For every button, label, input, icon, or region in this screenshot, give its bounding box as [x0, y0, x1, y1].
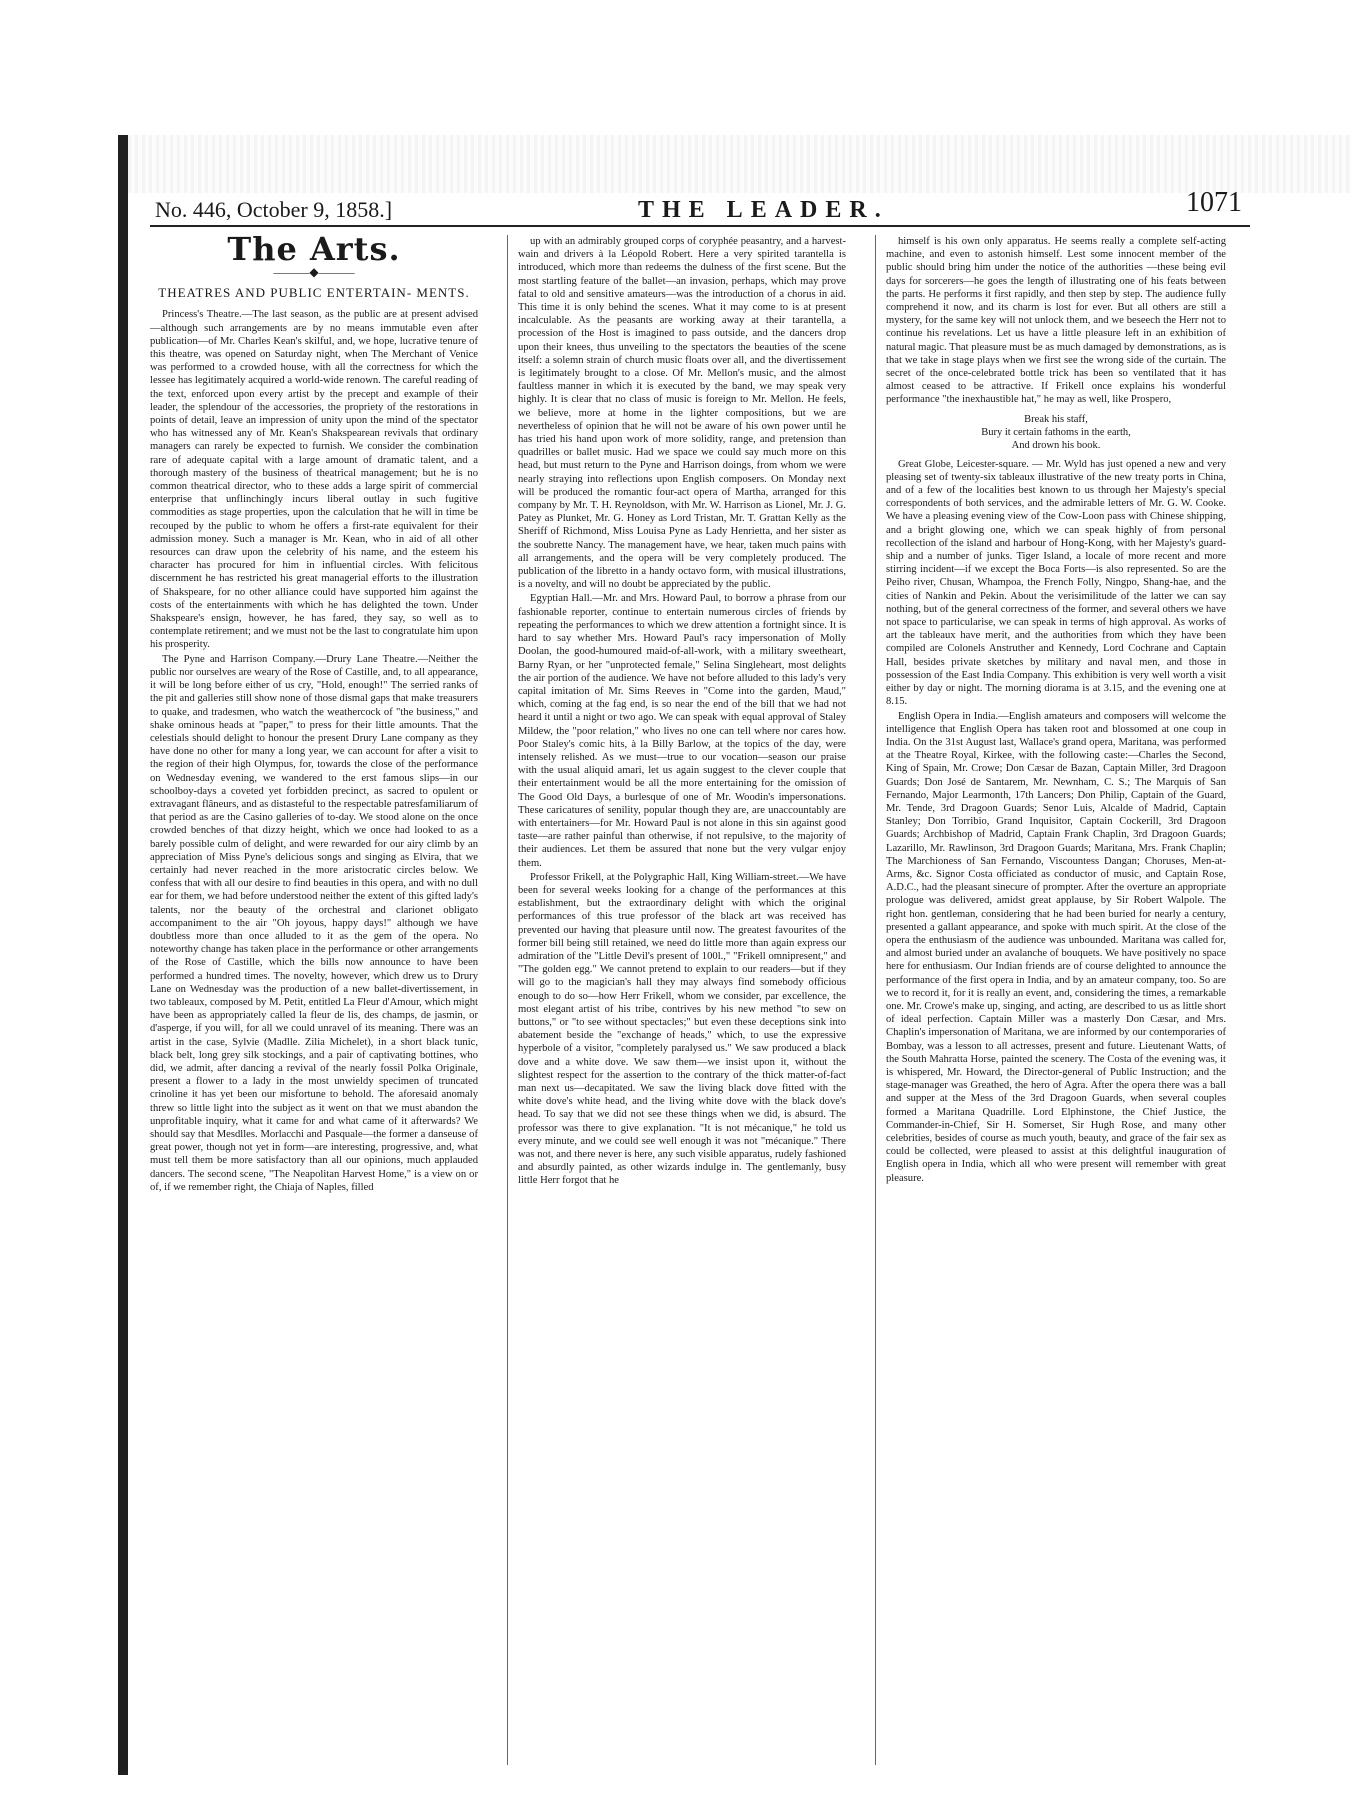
article-paragraph: himself is his own only apparatus. He seems really a complete self-acting machine, and even to astonish himself. Lest some innocent member of the public should bring him under the notice of the authorities —these being evil days for sorcerers—he goes the length of illustrating one of his feats between the parts. He performs it first rapidly, and then step by step. The audience fully comprehend it now, and its charm is lost for ever. But all others are still a mystery, for the same key will not unlock them, and we beseech the Herr not to continue his revelations. Let us have a little pleasure left in an exhibition of natural magic. That pleasure must be as much damaged by demonstrations, as is that we take in stage plays when we first see the wrong side of the curtain. The secret of the once-celebrated bottle trick has been so ventilated that it has almost ceased to be attractive. If Frikell once explains his wonderful performance "the inexhaustible hat," he may as well, like Prospero, [886, 236, 1226, 406]
article-paragraph: Princess's Theatre.—The last season, as the public are at present advised—although such arrangements are by no means immutable even after publication—of Mr. Charles Kean's skilful, and, we hope, lucrative tenure of this theatre, was opened on Saturday night, when The Merchant of Venice was performed to a crowded house, with all the correctness for which the lessee has legitimately acquired a world-wide renown. The careful reading of the text, enforced upon every artist by the precept and example of their leader, the splendour of the accessories, the propriety of the restorations in points of detail, leave an impression of unity upon the mind of the spectator who has witnessed any of Mr. Kean's Shakspearean revivals that ordinary managers can rarely be expected to furnish. We consider the combination rare of adequate capital with a large amount of dramatic talent, and a thorough mastery of the business of theatrical management; but he is no common theatrical director, who to these adds a large spirit of commercial enterprise that unflinchingly incurs liberal outlay in such fugitive commodities as stage properties, upon the calculation that he will in time be recouped by the public to whom he offers a first-rate equivalent for their admission money. Such a manager is Mr. Kean, who in aid of all other resources can draw upon the celebrity of his name, and the esteem his character has procured for him in influential circles. With felicitous discernment he has restricted his great managerial efforts to the illustration of Shakspeare, for no other alliance could have supported him against the costs of the entertainments with which he has delighted the town. Under Shakspeare's ensign, however, he has fared, they say, so well as to contemplate retirement; and we must not be the last to congratulate him upon his prosperity. [150, 309, 478, 651]
column-1 [150, 235, 478, 1765]
verse-line: Break his staff, [1024, 413, 1088, 425]
verse-quote [886, 413, 1226, 452]
page-header [150, 185, 1250, 227]
column-rule [507, 235, 508, 1765]
article-paragraph: English Opera in India.—English amateurs and composers will welcome the intelligence that English Opera has taken root and blossomed at one coup in India. On the 31st August last, Wallace's grand opera, Maritana, was performed at the Theatre Royal, Kirkee, with the following caste:—Charles the Second, King of Spain, Mr. Crowe; Don Cæsar de Bazan, Captain Miller, 3rd Dragoon Guards; Don José de Santarem, Mr. Newnham, C. S.; The Marquis of San Fernando, Major Learmonth, 17th Lancers; Don Philip, Captain of the Guard, Mr. Tende, 3rd Dragoon Guards; Senor Luis, Alcalde of Madrid, Captain Stanley; Don Torribio, Grand Inquisitor, Captain Cockerill, 3rd Dragoon Guards; Archbishop of Madrid, Captain Frank Chaplin, 3rd Dragoon Guards; Lazarillo, Mr. Rawlinson, 3rd Dragoon Guards; Maritana, Mrs. Frank Chaplin; The Marchioness of San Fernando, Viscountess Dangan; Choruses, Men-at-Arms, &c. Signor Costa officiated as conductor of music, and Captain Rose, A.D.C., had the pleasant sinecure of prompter. After the overture an appropriate prologue was delivered, amidst great applause, by Sir Robert Walpole. The right hon. gentleman, considering that he had been buried for nearly a century, presented a gallant appearance, and spoke with much spirit. At the close of the opera the enthusiasm of the audience was unbounded. Maritana was called for, and almost buried under an avalanche of bouquets. We have positively no space here for enthusiasm. Our Indian friends are of course delighted to announce the performance of the first opera in India, and by an amateur company, too. So are we to record it, for it is really an event, and, considering the times, a remarkable one. Mr. Crowe's make up, singing, and acting, are described to us as little short of ideal perfection. Captain Miller was a masterly Don Cæsar, and Mrs. Chaplin's impersonation of Maritana, we are informed by our contemporaries of Bombay, was a lesson to all actresses, present and future. Lieutenant Watts, of the South Mahratta Horse, painted the scenery. The Costa of the evening was, it is whispered, Mr. Howard, the Director-general of Public Instruction; and the stage-manager was Greathed, the hero of Agra. After the opera there was a ball and supper at the Mess of the 3rd Dragoon Guards, when several couples formed a Maritana Quadrille. Lord Elphinstone, the Chief Justice, the Commander-in-Chief, Sir H. Somerset, Sir Hugh Rose, and many other celebrities, besides of course as much youth, beauty, and grace of the fair sex as could be collected, were pleased to assist at this delightful inauguration of English opera in India, which all who were present will remember with great pleasure. [886, 710, 1226, 1184]
page-number: 1071 [1186, 187, 1242, 218]
issue-date: No. 446, October 9, 1858.] [155, 197, 393, 222]
article-paragraph: Egyptian Hall.—Mr. and Mrs. Howard Paul, to borrow a phrase from our fashionable reporter, continue to entertain numerous circles of friends by repeating the performances to which we drew attention a fortnight since. It is hard to say whether Mrs. Howard Paul's racy impersonation of Molly Doolan, the good-humoured maid-of-all-work, with a military sweetheart, Barny Ryan, or her "unprotected female," Selina Singleheart, most delights the air portion of the audience. We have not before alluded to this lady's very capital imitation of Mr. Sims Reeves in "Come into the garden, Maud," which, coming at the fag end, is so near the end of the bill that we had not heard it until a night or two ago. We can speak with equal approval of Staley Mildew, the "poor relation," who lives no one can tell where nor cares how. Poor Staley's comic hits, à la Billy Barlow, at the topics of the day, were intensely relished. As we must—true to our vocation—season our praise with the usual aliquid amari, let us again suggest to the clever couple that their entertainment would be all the more entertaining for the omission of The Good Old Days, a burlesque of one of Mr. Woodin's impersonations. These caricatures of senility, popular though they are, are unaccountably are with entertainers—for Mr. Howard Paul is not alone in this sin against good taste—are rather painful than otherwise, if not repulsive, to the majority of their audiences. Let them be assured that none but the very vulgar enjoy them. [518, 593, 846, 869]
column-3 [886, 235, 1226, 1765]
article-paragraph: Professor Frikell, at the Polygraphic Hall, King William-street.—We have been for several weeks looking for a change of the performances at this establishment, but the extraordinary delight with which the original performances of this true professor of the black art was received has prevented our having that pleasure until now. The greatest favourites of the former bill being still retained, we need do little more than again express our admiration of the "Little Devil's present of 100l.," "Frikell omnipresent," and "The golden egg." We cannot pretend to explain to our readers—but if they will go to the magician's hall they may always find somebody officious enough to do so—how Herr Frikell, whom we consider, par excellence, the most elegant artist of his tribe, contrives by his new method "to sew on buttons," or "to see without spectacles;" but even these deceptions sink into abatement beside the "exchange of heads," which, to use the expressive hyperbole of a visitor, "completely paralysed us." We saw produced a black dove and a white dove. We saw them—we insist upon it, without the slightest respect for the assertion to the contrary of the thick matter-of-fact man next us—decapitated. We saw the living black dove fitted with the white dove's white head, and the living white dove with the black dove's head. To say that we did not see these things when we did, is absurd. The professor was there to give explanation. "It is not mécanique," he told us every minute, and we could see well enough it was not "mécanique." There was not, and there never is here, any such visible apparatus, rudely fashioned and absurdly painted, as other wizards indulge in. The gentlemanly, busy little Herr forgot that he [518, 871, 846, 1187]
article-paragraph: The Pyne and Harrison Company.—Drury Lane Theatre.—Neither the public nor ourselves are weary of the Rose of Castille, and, to all appearance, it will be long before either of us cry, "Hold, enough!" The serried ranks of the pit and galleries still show none of those dismal gaps that make treasurers to quake, and tradesmen, who watch the weathercock of "the business," and shake ominous heads at "paper," to press for their little amounts. That the celestials should delight to honour the present Drury Lane company as they have done no other for many a long year, we can account for after a visit to the region of their high Olympus, for, towards the close of the performance on Wednesday evening, we wandered to the erst famous slips—in our schoolboy-days a coveted yet forbidden precinct, as sacred to opulent or extravagant flâneurs, and as distasteful to the respectable patresfamiliarum of that period as are the Casino galleries of to-day. We stood alone on the once crowded benches of that dizzy height, which we once had looked to as a barely possible culm of delight, and were rewarded for our airy climb by an appreciation of Miss Pyne's delicious songs and singing as Elvira, that we certainly had never reached in the more aristocratic circles below. We confess that with all our desire to find beauties in this opera, and with no dull ear for them, we had before understood neither the extent of this gifted lady's talents, nor the beauty of the orchestral and clarionet obligato accompaniment to the air "Oh joyous, happy days!" although we have doubtless more than once alluded to it as the gem of the opera. No noteworthy change has taken place in the performance or other arrangements of the Rose of Castille, which the bills now announce to have been performed a hundred times. The novelty, however, which drew us to Drury Lane on Wednesday was the production of a new ballet-divertissement, in two tableaux, composed by M. Petit, entitled La Fleur d'Amour, which might have been as appropriately called la fleur de lis, des champs, de jasmin, or d'asperge, if you will, for all we could unravel of its meaning. There was an artist in the case, Sylvie (Madlle. Zilia Michelet), in a short black tunic, black belt, long grey silk stockings, and a pair of captivating bottines, who did, we admit, after dancing a revival of the nearly fossil Polka Originale, present a flower to a lady in the most unwieldy specimen of truncated crinoline it has yet been our misfortune to behold. The aforesaid anomaly threw so little light into the subject as it went on that we must abandon the unprofitable inquiry, what it came for and what came of it afterwards? We should say that Mesdlles. Morlacchi and Pasquale—the former a danseuse of great power, though not yet in form—are interesting, progressive, and, what must tell them be more satisfactory than all our opinions, much applauded dancers. The second scene, "The Neapolitan Harvest Home," is a view on or of, if we remember right, the Chiaja of Naples, filled [150, 653, 478, 1193]
section-title: The Arts. [227, 235, 401, 268]
scan-edge-left [118, 135, 128, 1775]
ornament-rule: ———◆——— [273, 265, 355, 280]
article-paragraph: up with an admirably grouped corps of coryphée peasantry, and a harvest-wain and drivers à la Léopold Robert. Here a very spirited tarantella is introduced, which more than redeems the dulness of the first scene. But the most startling feature of the ballet—an invasion, perhaps, which may prove fatal to old and sensitive amateurs—was the introduction of a chorus in aid. This time it is only behind the scenes. What it may come to is at present incalculable. As the peasants are working away at their tarantella, a procession of the Host is imagined to pass outside, and the dancers drop upon their knees, thus unveiling to the spectators the beauties of the scene itself: a solemn strain of church music floats over all, and the divertissement is legitimately brought to a close. Of Mr. Mellon's music, and the almost faultless manner in which it is executed by the band, we may speak very highly. It is clear that no class of music is foreign to Mr. Mellon. He feels, we believe, more at home in the lighter compositions, but we are nevertheless of opinion that he will not be aware of his own power until he has tried his hand upon work of more solidity, range, and pretension than quadrilles or ballet music. Had we space we could say much more on this head, but must return to the Pyne and Harrison doings, from whom we were nearly straying into reflections upon English composers. On Monday next will be produced the romantic four-act opera of Martha, arranged for this company by Mr. T. H. Reynoldson, with Mr. W. Harrison as Lionel, Mr. J. G. Patey as Plunket, Mr. G. Honey as Lord Tristan, Mr. T. Grattan Kelly as the Sheriff of Richmond, Miss Louisa Pyne as Lady Henrietta, and her sister as the soubrette Nancy. The management have, we hear, taken much pains with all arrangements, and the opera will be very completely produced. The publication of the libretto in a handy octavo form, with musical illustrations, is a novelty, and will no doubt be appreciated by the public. [518, 236, 846, 591]
article-paragraph: Great Globe, Leicester-square. — Mr. Wyld has just opened a new and very pleasing set of twenty-six tableaux illustrative of the new treaty ports in China, and of a few of the localities best known to us through her Majesty's special correspondents of both services, and the admirable letters of Mr. G. W. Cooke. We have a pleasing evening view of the Cow-Loon pass with Chinese shipping, and a bright glowing one, which we can speak highly of from personal recollection of the island and harbour of Hong-Kong, with her Majesty's guard-ship and a number of junks. Tiger Island, a locale of more recent and more stirring incident—if we except the Boca Forts—is also represented. So are the Peiho river, Chusan, Whampoa, the French Folly, Ningpo, Shang-hae, and the cities of Nankin and Pekin. About the verisimilitude of the latter we can say nothing, but of the general correctness of the former, and several others we have not space to particularise, we can speak in terms of high approval. As works of art the tableaux have merit, and the authorities from which they have been compiled are Colonels Anstruther and Kennedy, Lord Cochrane and Captain Hall, besides private sketches by military and naval men, and those in possession of the East India Company. This exhibition is very well worth a visit either by day or night. The morning diorama is at 3.15, and the evening one at 8.15. [886, 458, 1226, 708]
paper-title: THE LEADER. [638, 197, 889, 223]
column-2 [518, 235, 846, 1765]
verse-line: And drown his book. [1011, 439, 1101, 451]
newspaper-page [150, 185, 1250, 1775]
column-rule [875, 235, 876, 1765]
section-subhead: THEATRES AND PUBLIC ENTERTAIN- MENTS. [158, 285, 470, 301]
verse-line: Bury it certain fathoms in the earth, [981, 426, 1131, 438]
